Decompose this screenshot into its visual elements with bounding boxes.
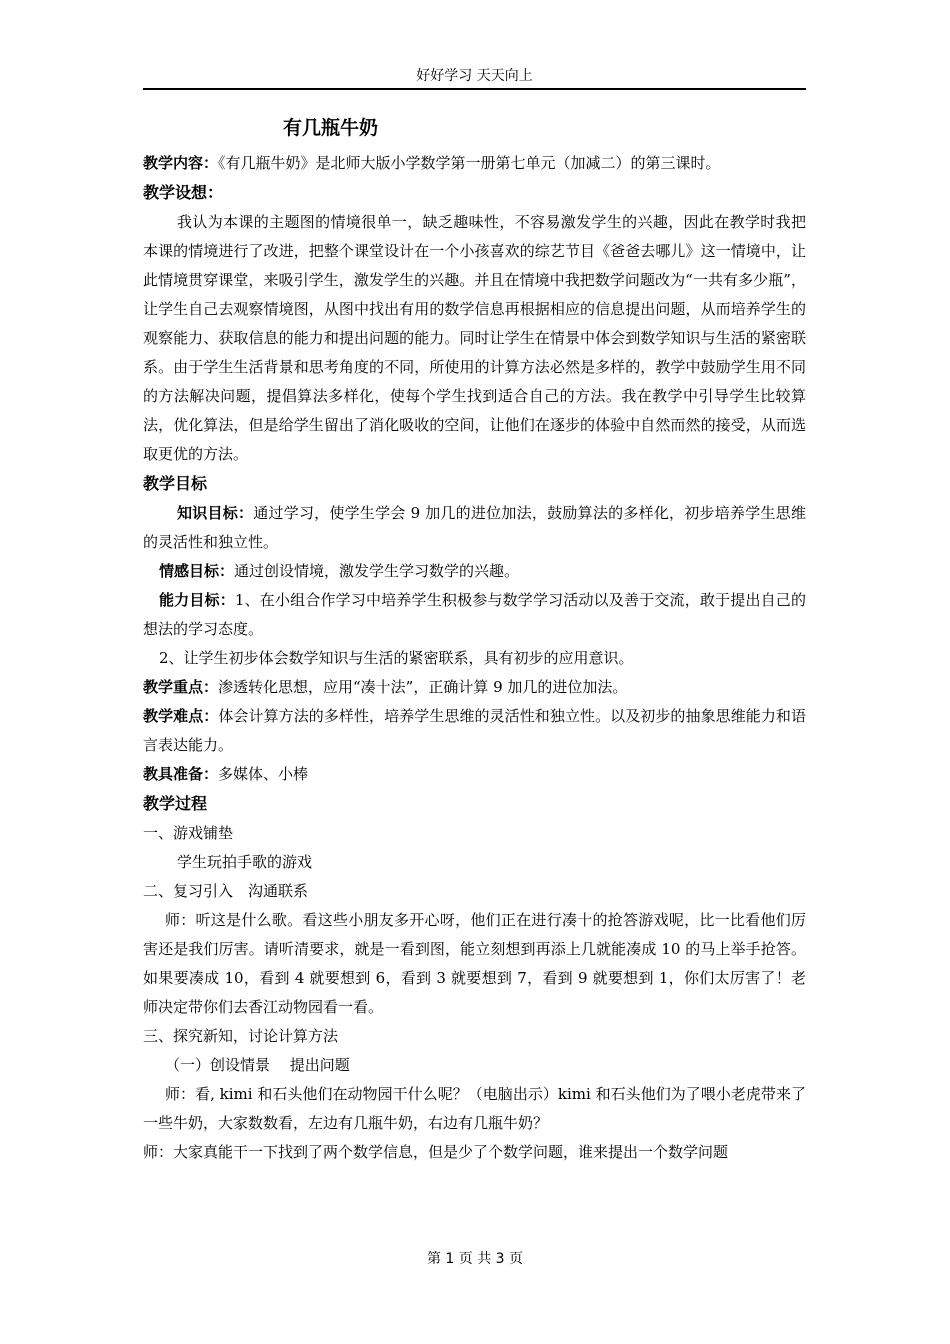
difficulty-label: 教学难点：	[143, 707, 219, 725]
teaching-tools-label: 教具准备：	[143, 765, 219, 783]
section-2-text: 师：听这是什么歌。看这些小朋友多开心呀，他们正在进行凑十的抢答游戏呢，比一比看他们厉害还是我们厉害。请听清要求，就是一看到图，能立刻想到再添上几就能凑成 10 的马上举手抢答。如果要凑成 10，看到 4 就要想到 6，看到 3 就要想到 7，看到 9 就要想到 1，你们太厉害了！老师决定带你们去香江动物园看一看。	[143, 911, 806, 1016]
section-3-text-2: 师：大家真能干一下找到了两个数学信息，但是少了个数学问题，谁来提出一个数学问题	[143, 1143, 729, 1161]
teaching-content-text: 《有几瓶牛奶》是北师大版小学数学第一册第七单元（加减二）的第三课时。	[218, 154, 721, 172]
document-title: 有几瓶牛奶	[283, 117, 379, 139]
process-heading: 教学过程	[143, 794, 208, 813]
section-1-title: 一、游戏铺垫	[143, 824, 234, 842]
teaching-tools	[143, 760, 806, 789]
teaching-design-heading: 教学设想：	[143, 183, 224, 202]
teaching-content	[143, 149, 806, 178]
key-point	[143, 673, 806, 702]
ability-goal-text: 1、在小组合作学习中培养学生积极参与数学学习活动以及善于交流，敢于提出自己的想法的学习态度。	[143, 591, 806, 638]
teaching-tools-text: 多媒体、小棒	[218, 765, 309, 783]
emotion-goal-label: 情感目标：	[159, 562, 235, 580]
knowledge-goal	[143, 499, 806, 557]
ability-goal	[143, 586, 806, 644]
section-3-subtitle: （一）创设情景 提出问题	[165, 1056, 350, 1074]
key-point-label: 教学重点：	[143, 678, 219, 696]
emotion-goal	[143, 557, 806, 586]
page-footer: 第 1 页 共 3 页	[426, 1251, 524, 1267]
teaching-content-label: 教学内容：	[143, 154, 219, 172]
section-3-text-1: 师：看, kimi 和石头他们在动物园干什么呢？（电脑出示）kimi 和石头他们为了喂小老虎带来了一些牛奶，大家数数看，左边有几瓶牛奶，右边有几瓶牛奶？	[143, 1085, 806, 1132]
section-3-title: 三、探究新知，讨论计算方法	[143, 1027, 339, 1045]
knowledge-goal-text: 通过学习，使学生学会 9 加几的进位加法，鼓励算法的多样化，初步培养学生思维的灵活性和独立性。	[143, 504, 806, 551]
knowledge-goal-label: 知识目标：	[177, 504, 254, 522]
section-2-title: 二、复习引入 沟通联系	[143, 882, 309, 900]
page-header: 好好学习 天天向上	[143, 66, 806, 90]
difficulty-text: 体会计算方法的多样性，培养学生思维的灵活性和独立性。以及初步的抽象思维能力和语言表达能力。	[143, 707, 806, 754]
ability-goal-2: 2、让学生初步体会数学知识与生活的紧密联系，具有初步的应用意识。	[159, 649, 634, 667]
difficulty-point	[143, 702, 806, 760]
key-point-text: 渗透转化思想，应用“凑十法”，正确计算 9 加几的进位加法。	[218, 678, 628, 696]
document-body	[143, 113, 806, 1167]
emotion-goal-text: 通过创设情境，激发学生学习数学的兴趣。	[234, 562, 520, 580]
goals-heading: 教学目标	[143, 474, 208, 493]
ability-goal-label: 能力目标：	[159, 591, 235, 609]
teaching-design-text: 我认为本课的主题图的情境很单一，缺乏趣味性，不容易激发学生的兴趣，因此在教学时我把本课的情境进行了改进，把整个课堂设计在一个小孩喜欢的综艺节目《爸爸去哪儿》这一情境中，让此情境贯穿课堂，来吸引学生，激发学生的兴趣。并且在情境中我把数学问题改为“一共有多少瓶”，让学生自己去观察情境图，从图中找出有用的数学信息再根据相应的信息提出问题，从而培养学生的观察能力、获取信息的能力和提出问题的能力。同时让学生在情景中体会到数学知识与生活的紧密联系。由于学生生活背景和思考角度的不同，所使用的计算方法必然是多样的，教学中鼓励学生用不同的方法解决问题，提倡算法多样化，使每个学生找到适合自己的方法。我在教学中引导学生比较算法，优化算法，但是给学生留出了消化吸收的空间，让他们在逐步的体验中自然而然的接受，从而选取更优的方法。	[143, 213, 806, 463]
section-1-text: 学生玩拍手歌的游戏	[177, 853, 313, 871]
